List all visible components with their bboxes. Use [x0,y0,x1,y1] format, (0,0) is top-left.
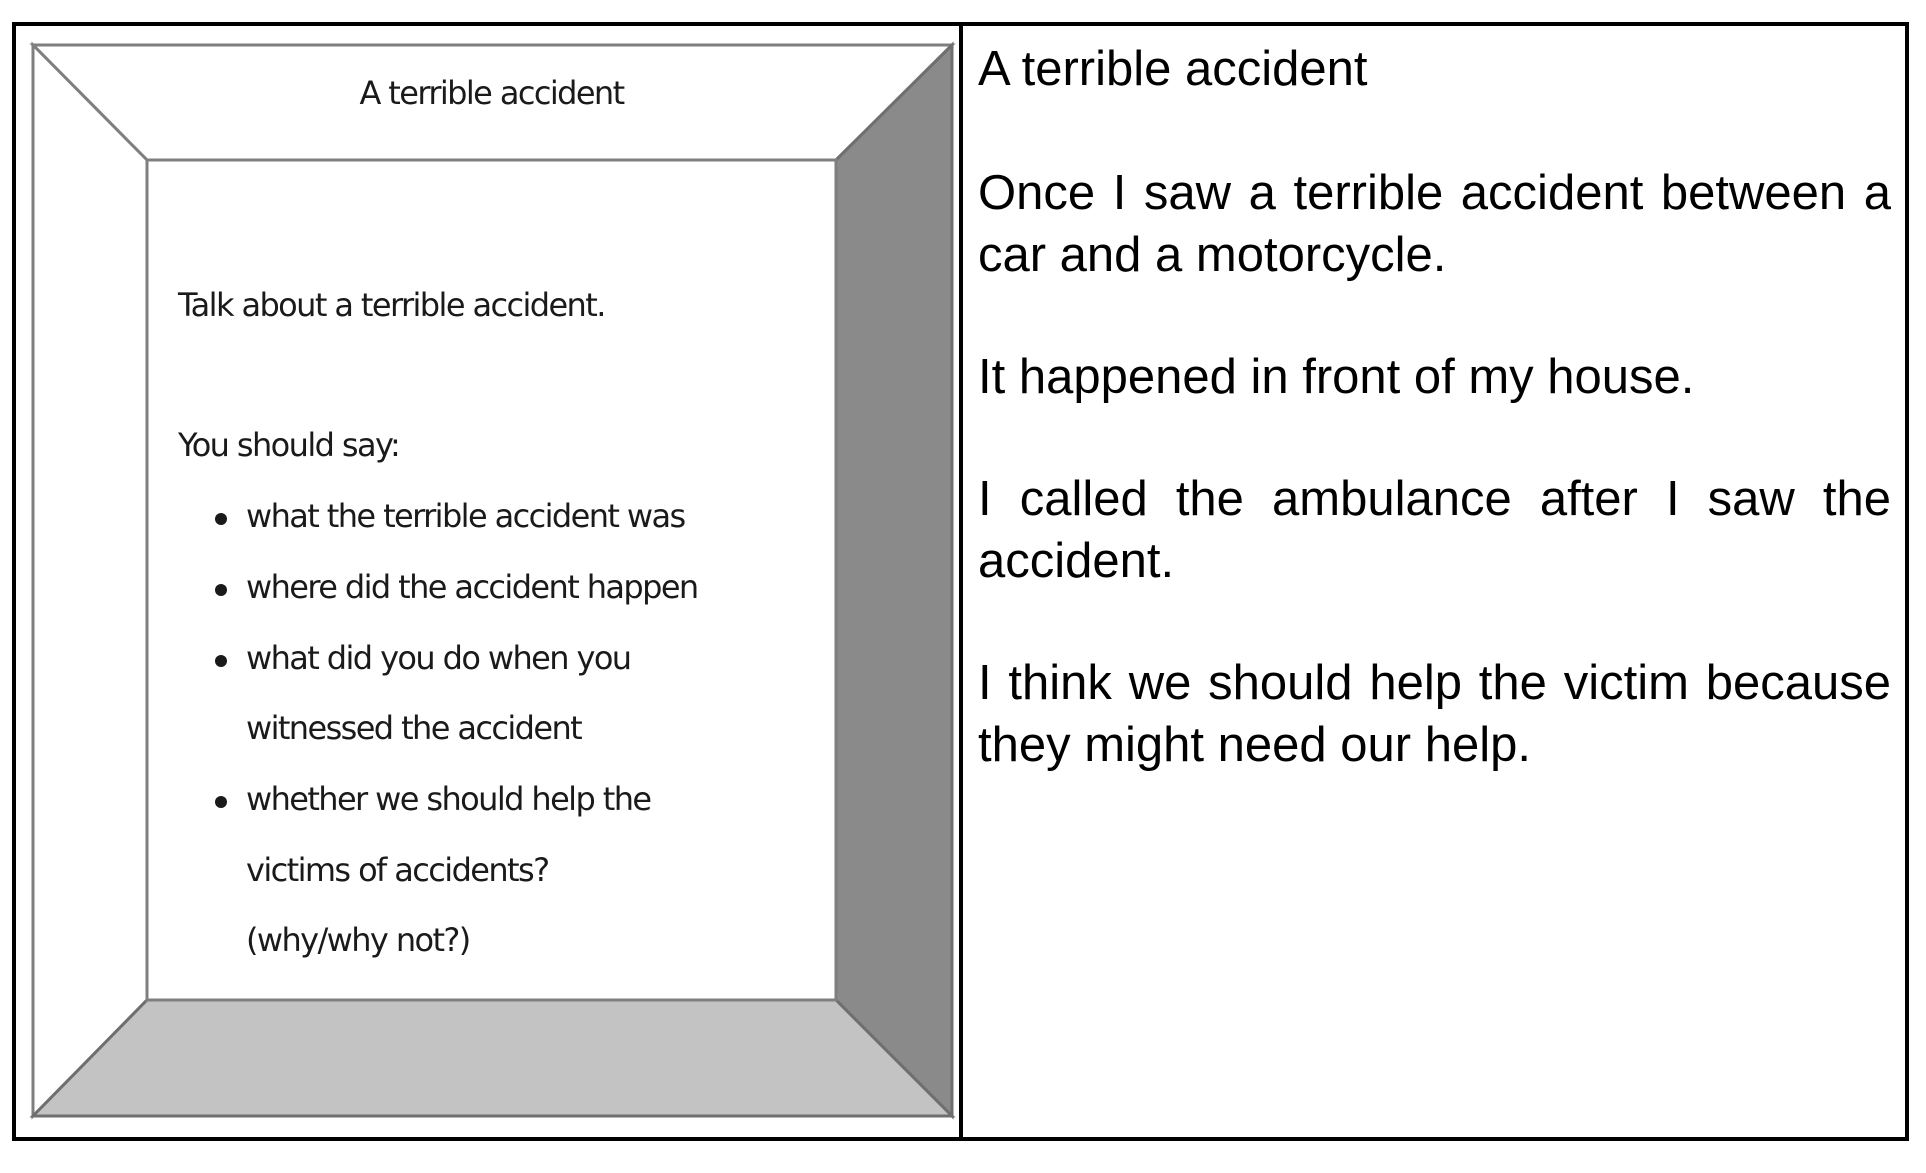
bullet-item: whether we should help the [246,780,651,818]
bullet-icon [215,796,227,808]
bullet-item: what the terrible accident was [246,497,685,535]
bullet-item: what did you do when you [246,639,631,677]
answer-paragraph: I called the ambulance after I saw the accident. [978,472,1891,588]
answer-paragraph: Once I saw a terrible accident between a car and a motorcycle. [978,166,1891,282]
bullet-item: where did the accident happen [246,568,698,606]
bullet-icon [215,655,227,667]
bullet-item-continuation: victims of accidents? [246,851,549,889]
answer-column [978,38,1891,836]
cue-card-title: A terrible accident [359,74,624,112]
bullet-icon [215,584,227,596]
bullet-item-continuation: witnessed the accident [246,709,582,747]
cue-card-lead-in: You should say: [178,426,400,464]
answer-title: A terrible accident [978,42,1368,96]
bullet-item-continuation: (why/why not?) [246,921,470,959]
answer-paragraph: I think we should help the victim because they might need our help. [978,656,1891,772]
bullet-icon [215,513,227,525]
cue-card-prompt: Talk about a terrible accident. [178,286,605,324]
answer-paragraph: It happened in front of my house. [978,350,1695,404]
